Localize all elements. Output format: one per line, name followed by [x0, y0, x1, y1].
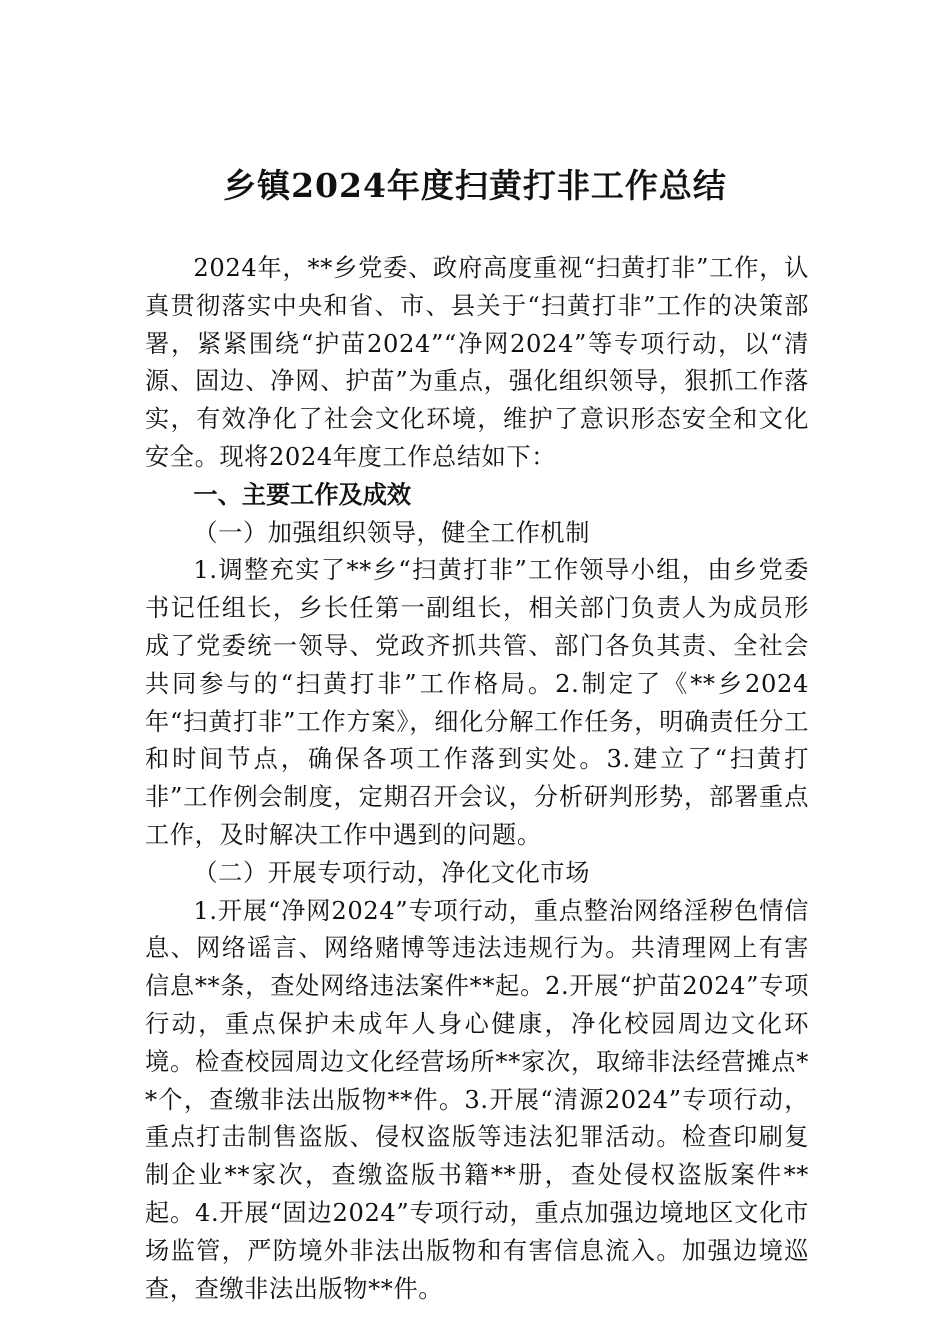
- subsection-heading-special-actions: （二）开展专项行动，净化文化市场: [193, 858, 590, 887]
- intro-paragraph: 2024年，**乡党委、政府高度重视“扫黄打非”工作，认真贯彻落实中央和省、市、县关于“扫黄打非”工作的决策部署，紧紧围绕“护苗2024”“净网2024”等专项行动，以“清源、固边、净网、护苗”为重点，强化组织领导，狠抓工作落实，有效净化了社会文化环境，维护了意识形态安全和文化安全。现将2024年度工作总结如下：: [145, 254, 809, 471]
- organization-paragraph: 1.调整充实了**乡“扫黄打非”工作领导小组，由乡党委书记任组长，乡长任第一副组长，相关部门负责人为成员形成了党委统一领导、党政齐抓共管、部门各负其责、全社会共同参与的“扫黄打非”工作格局。2.制定了《**乡2024年“扫黄打非”工作方案》，细化分解工作任务，明确责任分工和时间节点，确保各项工作落到实处。3.建立了“扫黄打非”工作例会制度，定期召开会议，分析研判形势，部署重点工作，及时解决工作中遇到的问题。: [145, 556, 809, 849]
- document-title: 乡镇2024年度扫黄打非工作总结: [223, 166, 727, 205]
- section-heading-main-work: 一、主要工作及成效: [193, 480, 412, 509]
- document-body: [145, 250, 809, 1308]
- special-actions-paragraph: 1.开展“净网2024”专项行动，重点整治网络淫秽色情信息、网络谣言、网络赌博等违法违规行为。共清理网上有害信息**条，查处网络违法案件**起。2.开展“护苗2024”专项行动，重点保护未成年人身心健康，净化校园周边文化环境。检查校园周边文化经营场所**家次，取缔非法经营摊点**个，查缴非法出版物**件。3.开展“清源2024”专项行动，重点打击制售盗版、侵权盗版等违法犯罪活动。检查印刷复制企业**家次，查缴盗版书籍**册，查处侵权盗版案件**起。4.开展“固边2024”专项行动，重点加强边境地区文化市场监管，严防境外非法出版物和有害信息流入。加强边境巡查，查缴非法出版物**件。: [145, 896, 809, 1303]
- subsection-heading-organization: （一）加强组织领导，健全工作机制: [193, 518, 590, 547]
